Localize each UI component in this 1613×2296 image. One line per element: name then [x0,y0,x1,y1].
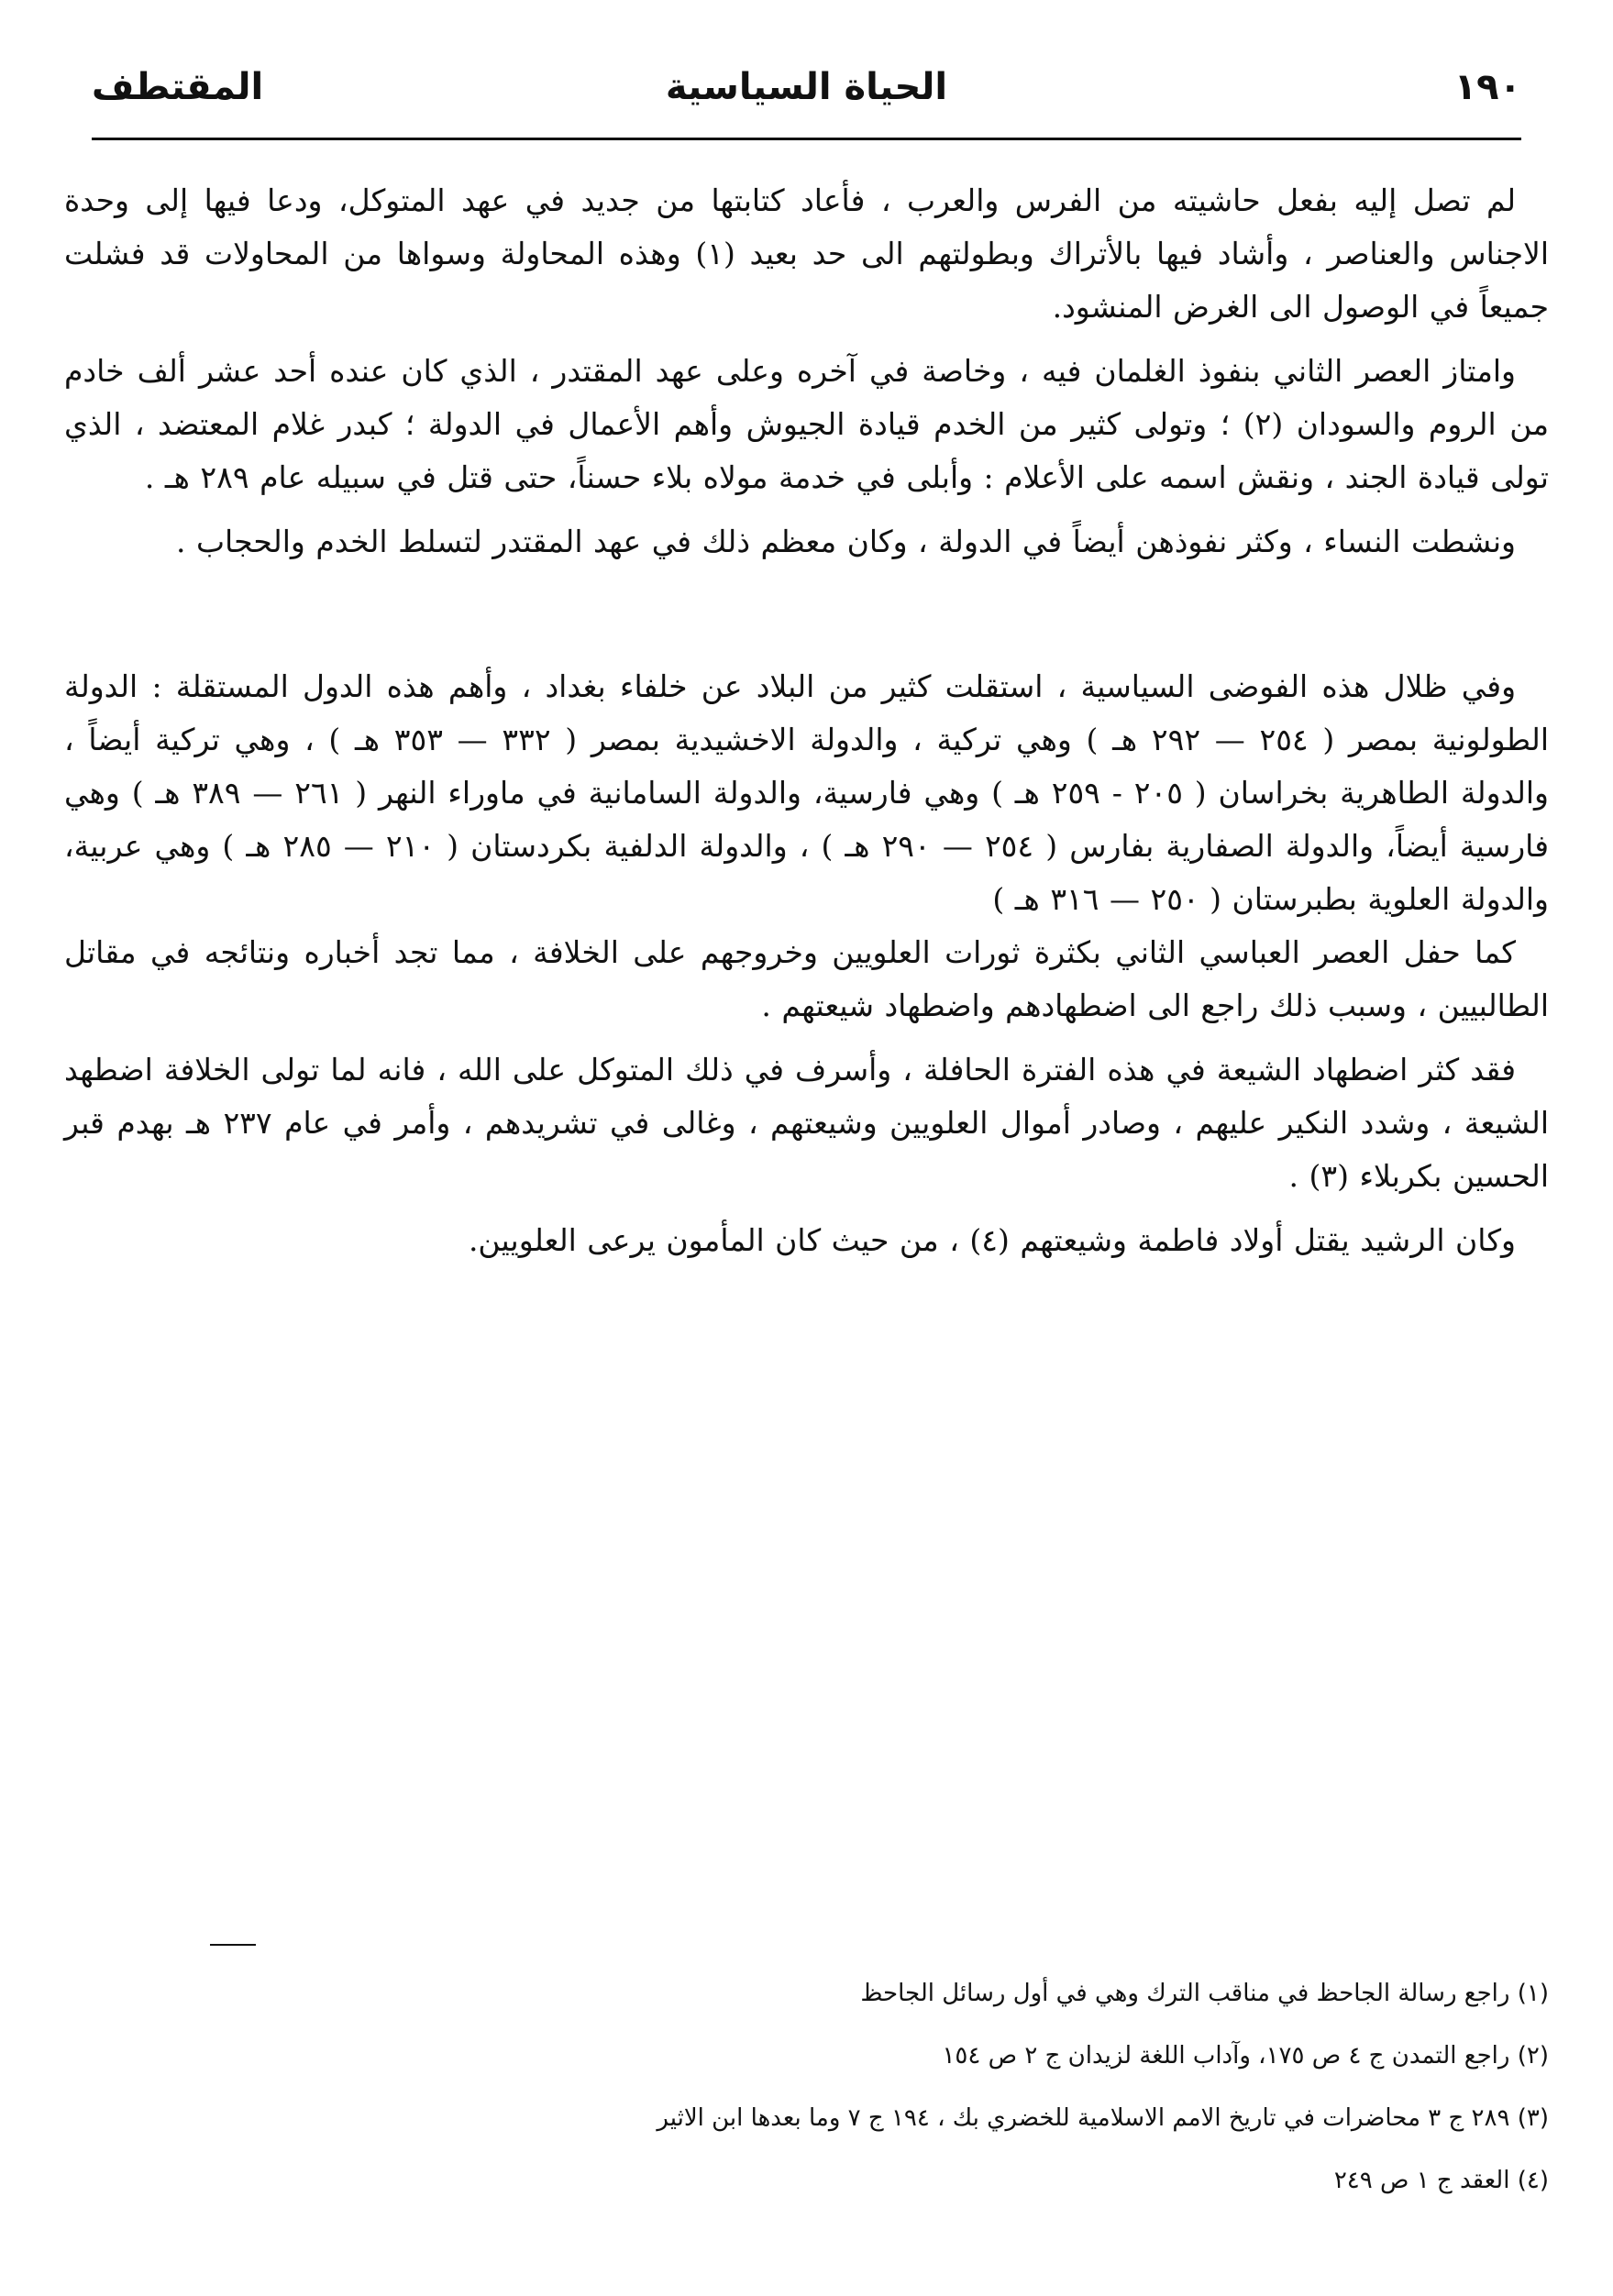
paragraph: لم تصل إليه بفعل حاشيته من الفرس والعرب ، فأعاد كتابتها من جديد في عهد المتوكل، ودعا فيها إلى وحدة الاجناس والعناصر ، وأشاد فيها بالأتراك وبطولتهم الى حد بعيد (١) وهذه المحاولة وسواها من المحاولات قد فشلت جميعاً في الوصول الى الغرض المنشود. [64,182,1549,325]
chapter-title: الحياة السياسية [665,66,948,108]
running-header [92,55,1521,119]
journal-name: المقتطف [92,66,264,108]
paragraph: وكان الرشيد يقتل أولاد فاطمة وشيعتهم (٤) ، من حيث كان المأمون يرعى العلويين. [468,1222,1516,1258]
paragraph: كما حفل العصر العباسي الثاني بكثرة ثورات العلويين وخروجهم على الخلافة ، مما تجد أخباره ونتائجه في مقاتل الطالبيين ، وسبب ذلك راجع الى اضطهادهم واضطهاد شيعتهم . [64,934,1549,1023]
body-text [64,174,1549,1267]
paragraph: وفي ظلال هذه الفوضى السياسية ، استقلت كثير من البلاد عن خلفاء بغداد ، وأهم هذه الدول المستقلة : الدولة الطولونية بمصر ( ٢٥٤ — ٢٩٢ هـ ) وهي تركية ، والدولة الاخشيدية بمصر ( ٣٣٢ — ٣٥٣ هـ ) ، وهي تركية أيضاً ، والدولة الطاهرية بخراسان ( ٢٠٥ - ٢٥٩ هـ ) وهي فارسية، والدولة السامانية في ماوراء النهر ( ٢٦١ — ٣٨٩ هـ ) وهي فارسية أيضاً، والدولة الصفارية بفارس ( ٢٥٤ — ٢٩٠ هـ ) ، والدولة الدلفية بكردستان ( ٢١٠ — ٢٨٥ هـ ) وهي عربية، والدولة العلوية بطبرستان ( ٢٥٠ — ٣١٦ هـ ) [64,668,1549,917]
paragraph: وامتاز العصر الثاني بنفوذ الغلمان فيه ، وخاصة في آخره وعلى عهد المقتدر ، الذي كان عنده أحد عشر ألف خادم من الروم والسودان (٢) ؛ وتولى كثير من الخدم قيادة الجيوش وأهم الأعمال في الدولة ؛ كبدر غلام المعتضد ، الذي تولى قيادة الجند ، ونقش اسمه على الأعلام : وأبلى في خدمة مولاه بلاء حسناً، حتى قتل في سبيله عام ٢٨٩ هـ . [64,353,1550,495]
footnote: (٣) ٢٨٩ ج ٣ محاضرات في تاريخ الامم الاسلامية للخضري بك ، ١٩٤ ج ٧ وما بعدها ابن الاثير [657,2104,1549,2132]
footnote-divider [210,1944,256,1946]
header-rule [92,138,1521,140]
footnote: (٤) العقد ج ١ ص ٢٤٩ [1333,2167,1549,2194]
page-number: ١٩٠ [1453,66,1521,108]
paragraph: فقد كثر اضطهاد الشيعة في هذه الفترة الحافلة ، وأسرف في ذلك المتوكل على الله ، فانه لما تولى الخلافة اضطهد الشيعة ، وشدد النكير عليهم ، وصادر أموال العلويين وشيعتهم ، وغالى في تشريدهم ، وأمر في عام ٢٣٧ هـ بهدم قبر الحسين بكربلاء (٣) . [64,1052,1549,1194]
footnote: (١) راجع رسالة الجاحظ في مناقب الترك وهي في أول رسائل الجاحظ [860,1980,1549,2007]
footnotes [110,1962,1549,2212]
footnote: (٢) راجع التمدن ج ٤ ص ١٧٥، وآداب اللغة لزيدان ج ٢ ص ١٥٤ [942,2042,1549,2070]
paragraph: ونشطت النساء ، وكثر نفوذهن أيضاً في الدولة ، وكان معظم ذلك في عهد المقتدر لتسلط الخدم والحجاب . [175,524,1516,559]
